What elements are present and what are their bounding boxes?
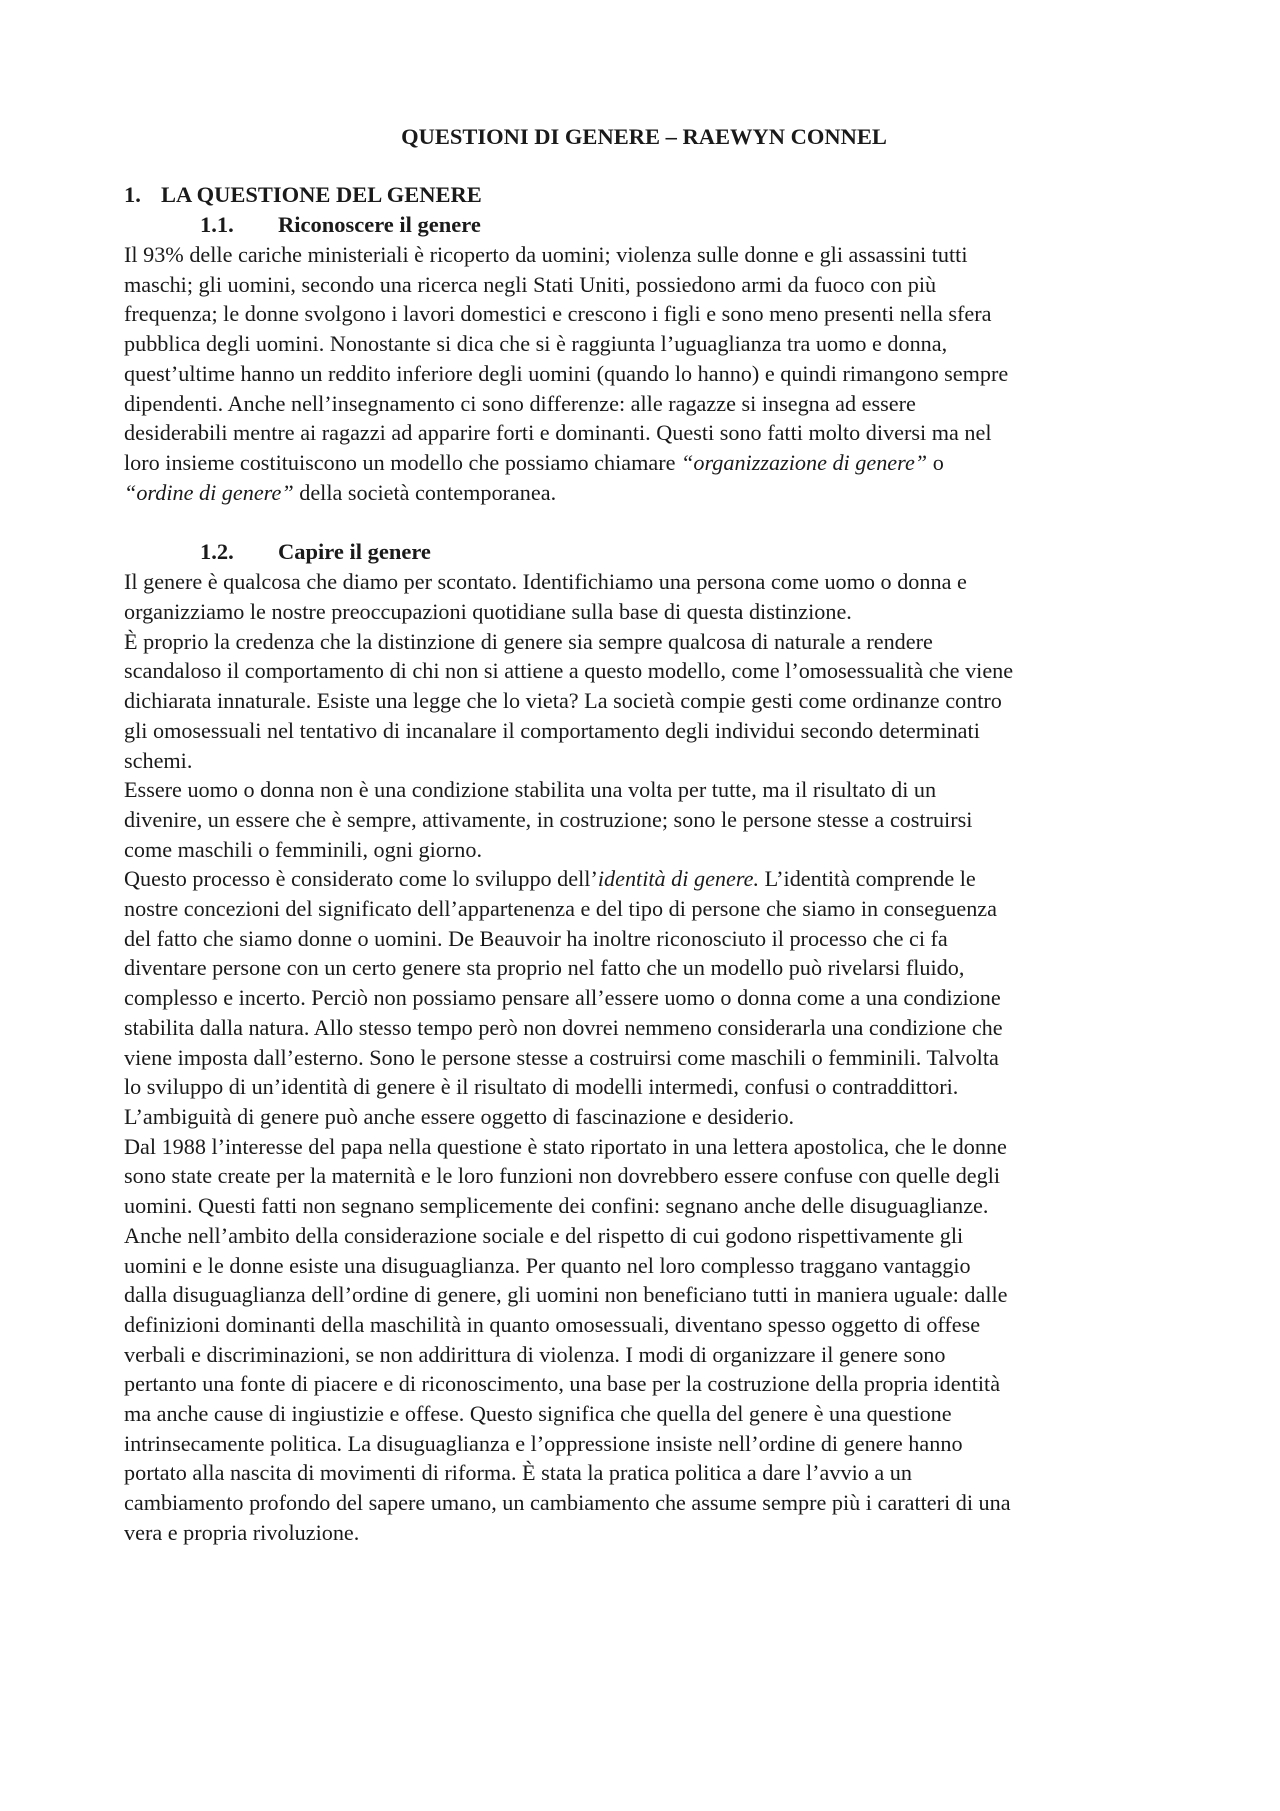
text-line (124, 478, 1164, 508)
text-line: frequenza; le donne svolgono i lavori domestici e crescono i figli e sono meno presenti nella sfera (124, 301, 992, 327)
text-line: cambiamento profondo del sapere umano, un cambiamento che assume sempre più i caratteri di una (124, 1490, 1011, 1516)
paragraph-riconoscere (124, 240, 1164, 507)
text-line: desiderabili mentre ai ragazzi ad apparire forti e dominanti. Questi sono fatti molto diversi ma nel (124, 420, 992, 446)
text-line: Anche nell’ambito della considerazione sociale e del rispetto di cui godono rispettivamente gli (124, 1222, 964, 1248)
text-line: sono state create per la maternità e le loro funzioni non dovrebbero essere confuse con quelle degli (124, 1163, 1001, 1189)
text-line: schemi. (124, 747, 193, 773)
italic-term: identità di genere. (597, 866, 760, 892)
italic-term: “organizzazione di genere” (681, 449, 928, 475)
text-line: pertanto una fonte di piacere e di riconoscimento, una base per la costruzione della propria identità (124, 1371, 1001, 1397)
text-line: nostre concezioni del significato dell’appartenenza e del tipo di persone che siamo in conseguenza (124, 896, 997, 922)
text-line: divenire, un essere che è sempre, attivamente, in costruzione; sono le persone stesse a costruirsi (124, 806, 973, 832)
section-number: 1.2. (200, 539, 234, 565)
text-line: maschi; gli uomini, secondo una ricerca negli Stati Uniti, possiedono armi da fuoco con più (124, 271, 937, 297)
section-heading-1-2 (124, 537, 1164, 567)
paragraph-capire (124, 567, 1164, 1547)
text-line: quest’ultime hanno un reddito inferiore degli uomini (quando lo hanno) e quindi rimangono sempre (124, 360, 1009, 386)
text-line: Il genere è qualcosa che diamo per scontato. Identifichiamo una persona come uomo o donna e (124, 569, 967, 595)
chapter-heading (124, 180, 1164, 210)
chapter-title: LA QUESTIONE DEL GENERE (161, 182, 482, 207)
text-line: viene imposta dall’esterno. Sono le persone stesse a costruirsi come maschili o femminili. Talvolta (124, 1044, 999, 1070)
text-line: scandaloso il comportamento di chi non si attiene a questo modello, come l’omosessualità che viene (124, 658, 1014, 684)
text-line: vera e propria rivoluzione. (124, 1519, 360, 1545)
section-number: 1.1. (200, 212, 234, 237)
text-line: dalla disuguaglianza dell’ordine di genere, gli uomini non beneficiano tutti in maniera uguale: dalle (124, 1282, 1008, 1308)
text-run: o (927, 449, 944, 475)
text-line: dipendenti. Anche nell’insegnamento ci sono differenze: alle ragazze si insegna ad essere (124, 390, 916, 416)
text-line: verbali e discriminazioni, se non addirittura di violenza. I modi di organizzare il genere sono (124, 1341, 946, 1367)
text-line: lo sviluppo di un’identità di genere è il risultato di modelli intermedi, confusi o contraddittori. (124, 1074, 959, 1100)
text-line: uomini e le donne esiste una disuguaglianza. Per quanto nel loro complesso traggano vantaggio (124, 1252, 971, 1278)
chapter-number: 1. (124, 182, 141, 207)
text-line: intrinsecamente politica. La disuguaglianza e l’oppressione insiste nell’ordine di genere hanno (124, 1430, 963, 1456)
section-title: Capire il genere (278, 539, 431, 565)
text-run: Questo processo è considerato come lo sviluppo dell’ (124, 866, 598, 892)
text-line: del fatto che siamo donne o uomini. De Beauvoir ha inoltre riconosciuto il processo che ci fa (124, 925, 948, 951)
text-run: loro insieme costituiscono un modello che possiamo chiamare (124, 449, 682, 475)
text-line: uomini. Questi fatti non segnano semplicemente dei confini: segnano anche delle disuguaglianze. (124, 1193, 989, 1219)
text-line: stabilita dalla natura. Allo stesso tempo però non dovrei nemmeno considerarla una condizione che (124, 1014, 1003, 1040)
section-title: Riconoscere il genere (278, 212, 481, 237)
document-page (124, 122, 1164, 1548)
text-line: Il 93% delle cariche ministeriali è ricoperto da uomini; violenza sulle donne e gli assassini tutti (124, 242, 968, 267)
text-line: portato alla nascita di movimenti di riforma. È stata la pratica politica a dare l’avvio a un (124, 1460, 912, 1486)
text-line: diventare persone con un certo genere sta proprio nel fatto che un modello può rivelarsi fluido, (124, 955, 965, 981)
text-run: della società contemporanea. (293, 479, 557, 505)
document-title: QUESTIONI DI GENERE – RAEWYN CONNEL (401, 124, 887, 149)
text-line: pubblica degli uomini. Nonostante si dica che si è raggiunta l’uguaglianza tra uomo e donna, (124, 331, 948, 357)
text-line: complesso e incerto. Perciò non possiamo pensare all’essere uomo o donna come a una condizione (124, 985, 1001, 1011)
text-line: definizioni dominanti della maschilità in quanto omosessuali, diventano spesso oggetto di offese (124, 1311, 981, 1337)
text-line (124, 448, 1164, 478)
text-run: L’identità comprende le (759, 866, 976, 892)
text-line: come maschili o femminili, ogni giorno. (124, 836, 483, 862)
section-heading-1-1 (124, 210, 1164, 240)
text-line (124, 864, 1164, 894)
text-line: Essere uomo o donna non è una condizione stabilita una volta per tutte, ma il risultato di un (124, 777, 937, 803)
text-line: Dal 1988 l’interesse del papa nella questione è stato riportato in una lettera apostolica, che le donne (124, 1133, 1007, 1159)
italic-term: “ordine di genere” (124, 479, 294, 505)
text-line: ma anche cause di ingiustizie e offese. Questo significa che quella del genere è una questione (124, 1401, 952, 1427)
text-line: gli omosessuali nel tentativo di incanalare il comportamento degli individui secondo determinati (124, 717, 980, 743)
text-line: L’ambiguità di genere può anche essere oggetto di fascinazione e desiderio. (124, 1103, 795, 1129)
text-line: dichiarata innaturale. Esiste una legge che lo vieta? La società compie gesti come ordinanze contro (124, 688, 1002, 714)
text-line: È proprio la credenza che la distinzione di genere sia sempre qualcosa di naturale a rendere (124, 628, 933, 654)
text-line: organizziamo le nostre preoccupazioni quotidiane sulla base di questa distinzione. (124, 599, 852, 625)
